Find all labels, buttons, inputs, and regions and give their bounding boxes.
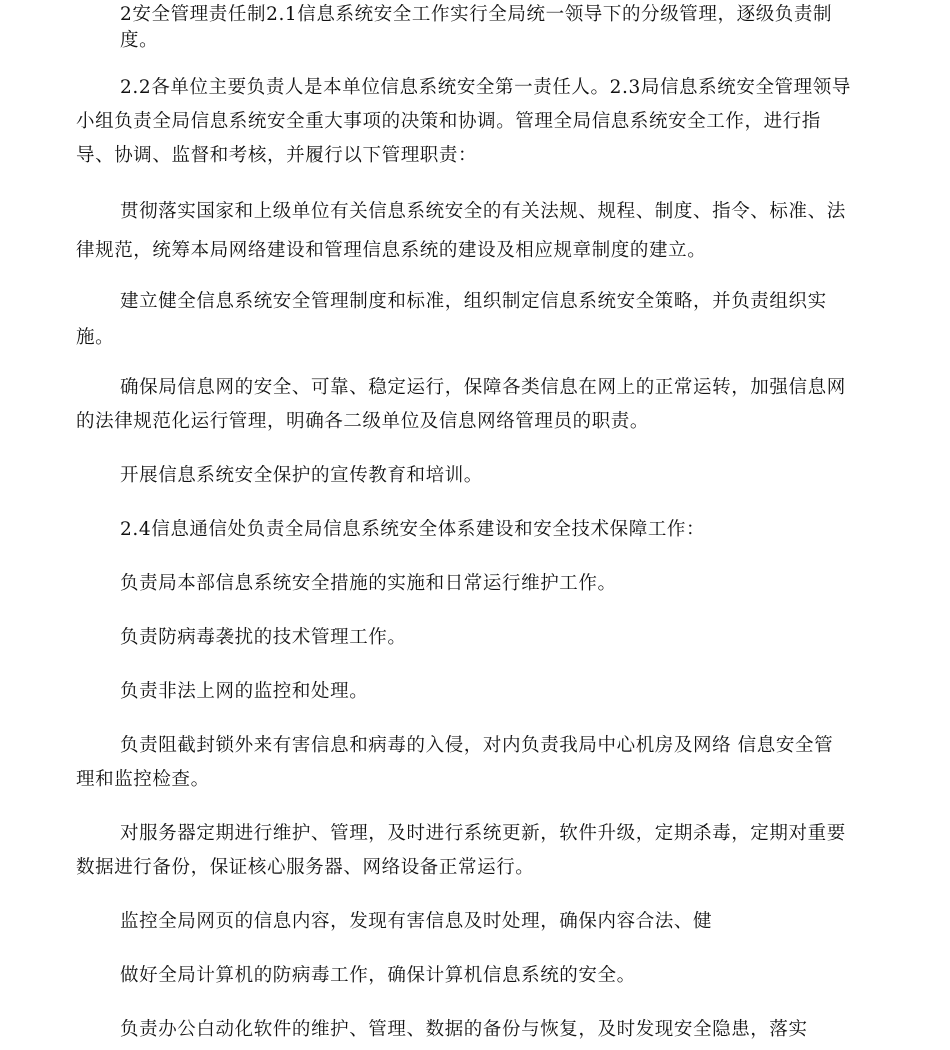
paragraph-intrusion-blocking: 负责阻截封锁外来有害信息和病毒的入侵，对内负责我局中心机房及网络 信息安全管理和监控检查。 — [76, 735, 834, 790]
paragraph-network-stability: 确保局信息网的安全、可靠、稳定运行，保障各类信息在网上的正常运转，加强信息网的法律规范化运行管理，明确各二级单位及信息网络管理员的职责。 — [76, 377, 846, 432]
paragraph-server-maintenance: 对服务器定期进行维护、管理，及时进行系统更新，软件升级，定期杀毒，定期对重要数据进行备份，保证核心服务器、网络设备正常运行。 — [76, 823, 846, 878]
paragraph-office-automation: 负责办公白动化软件的维护、管理、数据的备份与恢复，及时发现安全隐患，落实 — [120, 1019, 808, 1040]
paragraph-security-policy: 建立健全信息系统安全管理制度和标准，组织制定信息系统安全策略，并负责组织实施。 — [76, 291, 827, 348]
paragraph-daily-maintenance: 负责局本部信息系统安全措施的实施和日常运行维护工作。 — [120, 573, 617, 594]
paragraph-computer-antivirus: 做好全局计算机的防病毒工作，确保计算机信息系统的安全。 — [120, 965, 636, 986]
paragraph-implement-regulations: 贯彻落实国家和上级单位有关信息系统安全的有关法规、规程、制度、指令、标准、法律规范，统筹本局网络建设和管理信息系统的建设及相应规章制度的建立。 — [76, 201, 846, 261]
paragraph-web-monitoring: 监控全局网页的信息内容，发现有害信息及时处理，确保内容合法、健 — [120, 911, 713, 932]
paragraph-training: 开展信息系统安全保护的宣传教育和培训。 — [120, 465, 483, 486]
paragraph-it-department-duty: 2.4信息通信处负责全局信息系统安全体系建设和安全技术保障工作： — [120, 519, 706, 540]
paragraph-illegal-access: 负责非法上网的监控和处理。 — [120, 681, 369, 702]
paragraph-leader-responsibility: 2.2各单位主要负责人是本单位信息系统安全第一责任人。2.3局信息系统安全管理领导小组负责全局信息系统安全重大事项的决策和协调。管理全局信息系统安全工作，进行指导、协调、监督和考核，并履行以下管理职责： — [76, 77, 851, 166]
paragraph-antivirus-management: 负责防病毒袭扰的技术管理工作。 — [120, 627, 407, 648]
paragraph-responsibility-system: 2安全管理责任制2.1信息系统安全工作实行全局统一领导下的分级管理，逐级负责制度。 — [120, 4, 833, 51]
